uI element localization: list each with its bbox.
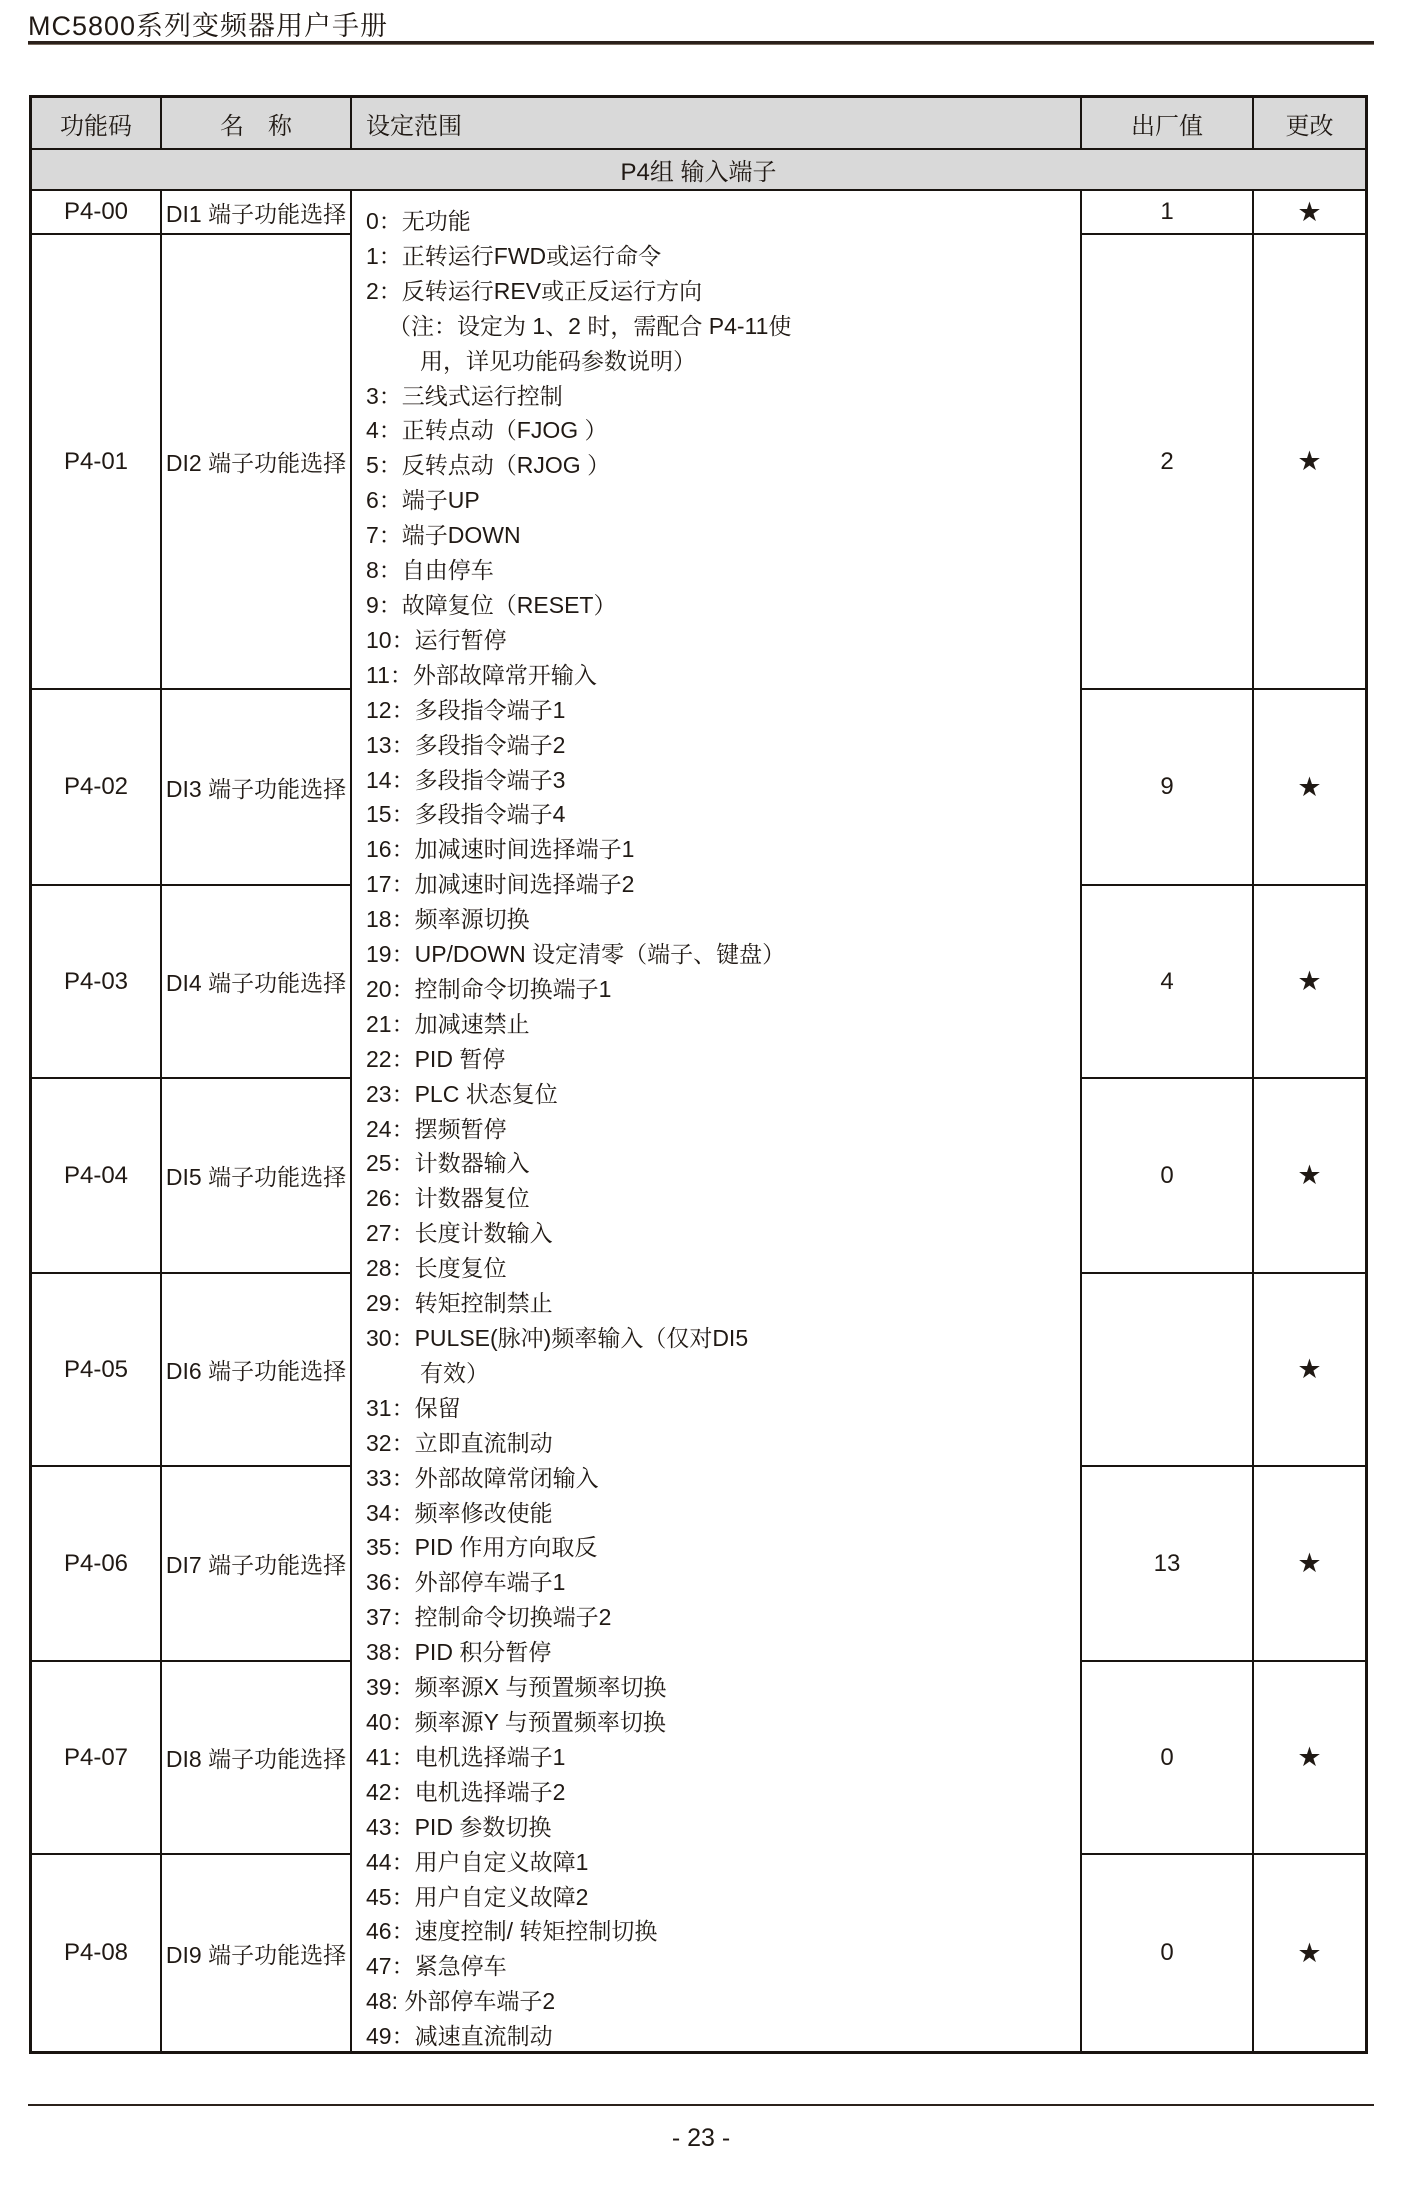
setting-range-line: 15：多段指令端子4 xyxy=(366,801,566,828)
factory-value-cell xyxy=(1082,1274,1254,1467)
column-header-name: 名 称 xyxy=(162,98,352,150)
setting-range-line: 有效） xyxy=(420,1359,489,1386)
setting-range-line: 13：多段指令端子2 xyxy=(366,731,566,758)
setting-range-line: 49：减速直流制动 xyxy=(366,2023,553,2050)
param-name-cell: DI2 端子功能选择 xyxy=(162,235,352,690)
setting-range-line: 36：外部停车端子1 xyxy=(366,1569,566,1596)
setting-range-line: 23：PLC 状态复位 xyxy=(366,1080,558,1107)
factory-value-cell: 0 xyxy=(1082,1079,1254,1274)
header-divider xyxy=(28,41,1374,45)
param-code-cell: P4-03 xyxy=(32,886,162,1079)
param-code-cell: P4-07 xyxy=(32,1662,162,1855)
param-name-cell: DI1 端子功能选择 xyxy=(162,191,352,235)
change-star-cell: ★ xyxy=(1254,690,1365,886)
page-title: MC5800系列变频器用户手册 xyxy=(28,11,389,41)
setting-range-line: 43：PID 参数切换 xyxy=(366,1813,552,1840)
setting-range-line: 21：加减速禁止 xyxy=(366,1010,530,1037)
factory-value-cell: 4 xyxy=(1082,886,1254,1079)
param-name-cell: DI6 端子功能选择 xyxy=(162,1274,352,1467)
setting-range-line: 47：紧急停车 xyxy=(366,1953,507,1980)
setting-range-line: 6：端子UP xyxy=(366,487,480,514)
setting-range-line: 10：运行暂停 xyxy=(366,626,507,653)
setting-range-line: 22：PID 暂停 xyxy=(366,1045,506,1072)
param-code-cell: P4-01 xyxy=(32,235,162,690)
setting-range-line: 34：频率修改使能 xyxy=(366,1499,553,1526)
parameter-table xyxy=(29,95,1368,2054)
setting-range-line: 26：计数器复位 xyxy=(366,1185,530,1212)
setting-range-line: 38：PID 积分暂停 xyxy=(366,1639,552,1666)
change-star-cell: ★ xyxy=(1254,1662,1365,1855)
setting-range-line: 48: 外部停车端子2 xyxy=(366,1988,556,2015)
setting-range-line: 0：无功能 xyxy=(366,208,471,234)
param-name-cell: DI5 端子功能选择 xyxy=(162,1079,352,1274)
factory-value-cell: 0 xyxy=(1082,1662,1254,1855)
param-code-cell: P4-08 xyxy=(32,1855,162,2051)
param-code-cell: P4-04 xyxy=(32,1079,162,1274)
factory-value-cell: 0 xyxy=(1082,1855,1254,2051)
setting-range-line: 37：控制命令切换端子2 xyxy=(366,1604,612,1631)
setting-range-line: 8：自由停车 xyxy=(366,557,494,584)
param-name-cell: DI3 端子功能选择 xyxy=(162,690,352,886)
setting-range-line: 3：三线式运行控制 xyxy=(366,382,563,409)
change-star-cell: ★ xyxy=(1254,235,1365,690)
setting-range-line: 25：计数器输入 xyxy=(366,1150,530,1177)
column-header-setting-range: 设定范围 xyxy=(352,98,1082,150)
setting-range-line: 32：立即直流制动 xyxy=(366,1429,553,1456)
setting-range-line: 45：用户自定义故障2 xyxy=(366,1883,589,1910)
setting-range-line: 33：外部故障常闭输入 xyxy=(366,1464,599,1491)
setting-range-line: 18：频率源切换 xyxy=(366,906,530,933)
setting-range-line: 4：正转点动（FJOG ） xyxy=(366,417,608,444)
param-name-cell: DI8 端子功能选择 xyxy=(162,1662,352,1855)
setting-range-line: 39：频率源X 与预置频率切换 xyxy=(366,1674,667,1701)
change-star-cell: ★ xyxy=(1254,1079,1365,1274)
setting-range-line: （注：设定为 1、2 时，需配合 P4-11使 xyxy=(388,312,792,339)
setting-range-line: 29：转矩控制禁止 xyxy=(366,1290,553,1317)
param-code-cell: P4-02 xyxy=(32,690,162,886)
setting-range-cell xyxy=(352,191,1082,2051)
change-star-cell: ★ xyxy=(1254,886,1365,1079)
setting-range-line: 11：外部故障常开输入 xyxy=(366,661,597,688)
factory-value-cell: 2 xyxy=(1082,235,1254,690)
param-name-cell: DI7 端子功能选择 xyxy=(162,1467,352,1662)
setting-range-line: 24：摆频暂停 xyxy=(366,1115,507,1142)
param-name-cell: DI4 端子功能选择 xyxy=(162,886,352,1079)
setting-range-line: 5：反转点动（RJOG ） xyxy=(366,452,611,479)
setting-range-line: 30：PULSE(脉冲)频率输入（仅对DI5 xyxy=(366,1325,749,1351)
column-header-change: 更改 xyxy=(1254,98,1365,150)
setting-range-line: 31：保留 xyxy=(366,1394,461,1421)
column-header-factory-value: 出厂值 xyxy=(1082,98,1254,150)
factory-value-cell: 1 xyxy=(1082,191,1254,235)
setting-range-line: 19：UP/DOWN 设定清零（端子、键盘） xyxy=(366,941,786,968)
setting-range-line: 7：端子DOWN xyxy=(366,522,521,549)
setting-range-line: 2：反转运行REV或正反运行方向 xyxy=(366,277,703,304)
group-header-p4: P4组 输入端子 xyxy=(32,150,1365,191)
param-code-cell: P4-05 xyxy=(32,1274,162,1467)
param-code-cell: P4-00 xyxy=(32,191,162,235)
column-header-function-code: 功能码 xyxy=(32,98,162,150)
change-star-cell: ★ xyxy=(1254,1274,1365,1467)
setting-range-line: 28：长度复位 xyxy=(366,1255,507,1282)
setting-range-line: 12：多段指令端子1 xyxy=(366,696,566,723)
footer-divider xyxy=(28,2104,1374,2106)
setting-range-line: 16：加减速时间选择端子1 xyxy=(366,836,635,863)
setting-range-line: 42：电机选择端子2 xyxy=(366,1778,566,1805)
change-star-cell: ★ xyxy=(1254,191,1365,235)
setting-range-line: 14：多段指令端子3 xyxy=(366,766,566,793)
change-star-cell: ★ xyxy=(1254,1467,1365,1662)
setting-range-line: 35：PID 作用方向取反 xyxy=(366,1534,598,1561)
param-name-cell: DI9 端子功能选择 xyxy=(162,1855,352,2051)
setting-range-line: 20：控制命令切换端子1 xyxy=(366,975,612,1002)
page-number: - 23 - xyxy=(671,2124,731,2152)
factory-value-cell: 9 xyxy=(1082,690,1254,886)
setting-range-line: 44：用户自定义故障1 xyxy=(366,1848,589,1875)
setting-range-line: 1：正转运行FWD或运行命令 xyxy=(366,242,662,269)
factory-value-cell: 13 xyxy=(1082,1467,1254,1662)
setting-range-line: 9：故障复位（RESET） xyxy=(366,591,617,618)
setting-range-line: 40：频率源Y 与预置频率切换 xyxy=(366,1708,666,1735)
setting-range-line: 27：长度计数输入 xyxy=(366,1220,553,1247)
setting-range-line: 41：电机选择端子1 xyxy=(366,1743,566,1770)
setting-range-line: 46：速度控制/ 转矩控制切换 xyxy=(366,1918,658,1945)
setting-range-line: 用，详见功能码参数说明） xyxy=(420,347,696,374)
setting-range-line: 17：加减速时间选择端子2 xyxy=(366,871,635,898)
change-star-cell: ★ xyxy=(1297,1937,1322,1968)
param-code-cell: P4-06 xyxy=(32,1467,162,1662)
